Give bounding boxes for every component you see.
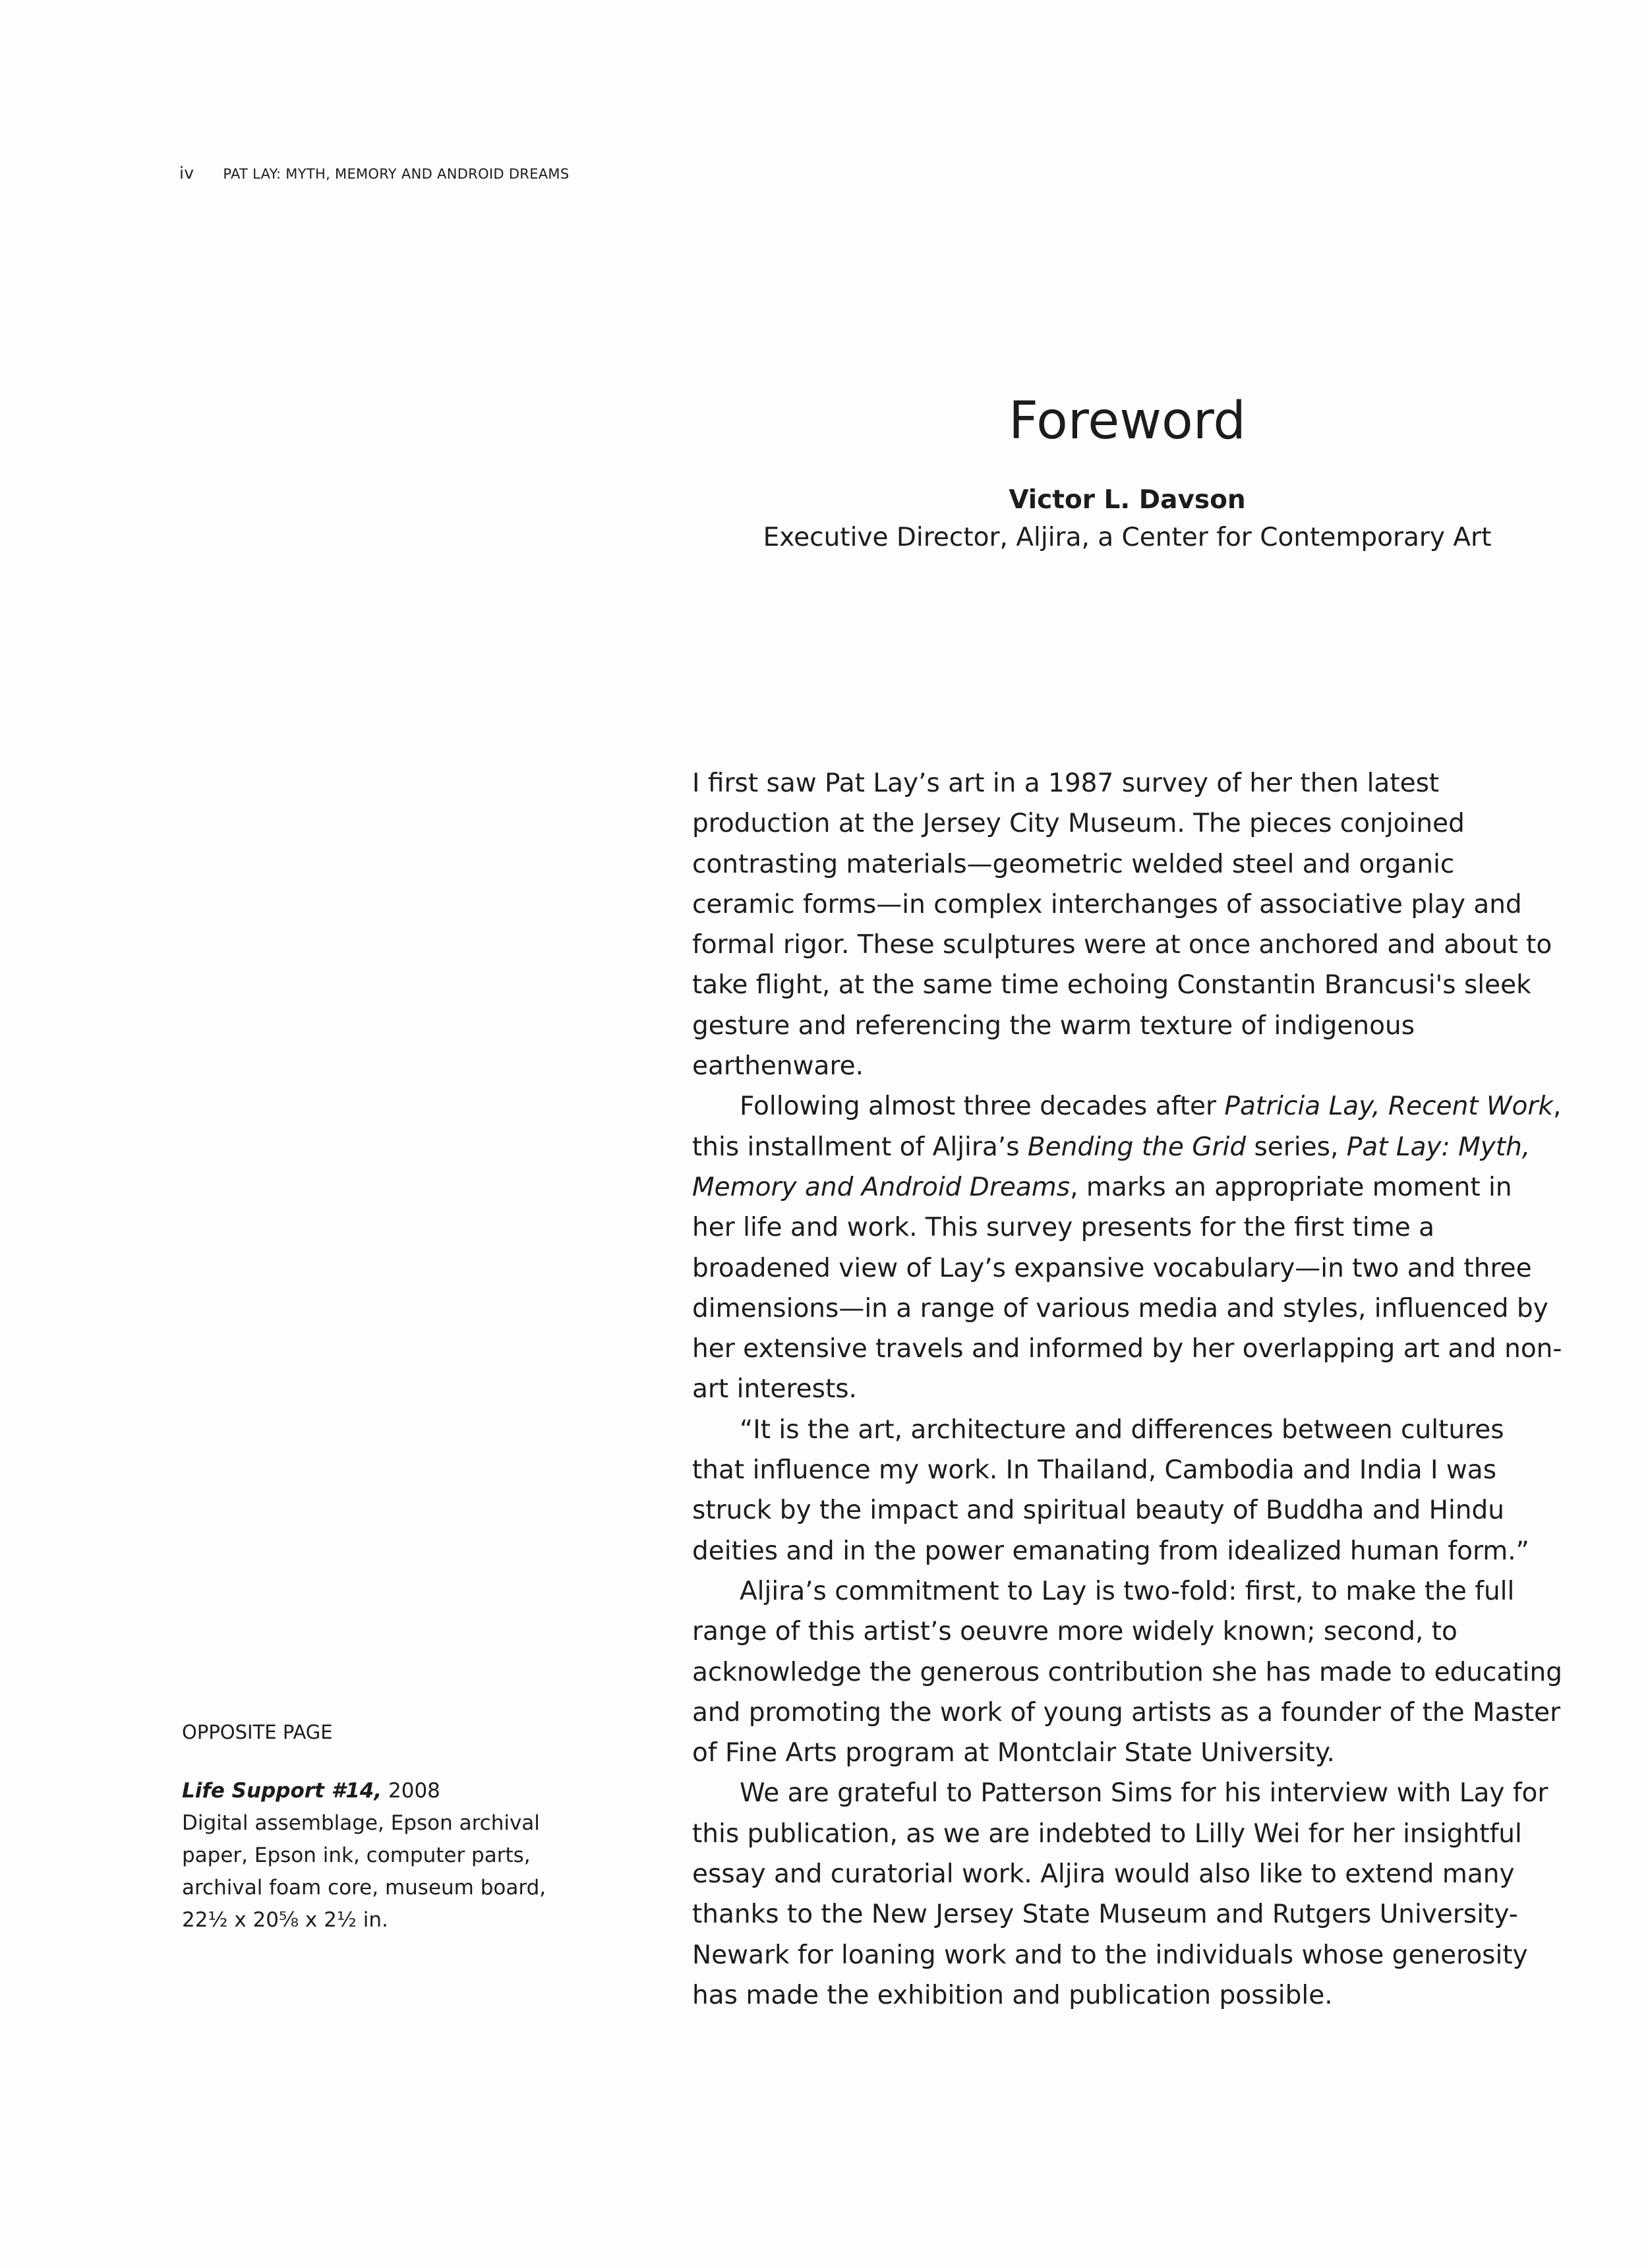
exhibition-title-recent-work: Patricia Lay, Recent Work xyxy=(1224,1091,1554,1122)
running-head xyxy=(179,163,569,183)
caption-dimensions: 22½ x 20⅝ x 2½ in. xyxy=(182,1908,388,1932)
artwork-year: 2008 xyxy=(382,1779,440,1803)
paragraph-2-text-4: , marks an appropriate moment in her life and work. This survey presents for the first time a broadened view of Lay’s expansive vocabulary—in two and three dimensions—in a range of various media and styles, influenced by her extensive travels and informed by her overlapping art and non-art interests. xyxy=(692,1172,1562,1405)
caption-medium-line-2: paper, Epson ink, computer parts, xyxy=(182,1844,531,1867)
paragraph-1: I first saw Pat Lay’s art in a 1987 survey of her then latest production at the Jersey City Museum. The pieces conjoined contrasting materials—geometric welded steel and organic ceramic forms—in complex interchanges of associative play and formal rigor. These sculptures were at once anchored and about to take flight, at the same time echoing Constantin Brancusi's sleek gesture and referencing the warm texture of indigenous earthenware. xyxy=(692,769,1552,1082)
page-title: Foreword xyxy=(1009,392,1246,451)
paragraph-2-text-1: Following almost three decades after xyxy=(740,1091,1225,1122)
paragraph-4: Aljira’s commitment to Lay is two-fold: first, to make the full range of this artist’s oeuvre more widely known; second, to acknowledge the generous contribution she has made to educating and promoting the work of young artists as a founder of the Master of Fine Arts program at Montclair State University. xyxy=(692,1576,1562,1768)
author-affiliation: Executive Director, Aljira, a Center for Contemporary Art xyxy=(763,522,1492,552)
caption-medium-line-1: Digital assemblage, Epson archival xyxy=(182,1811,540,1835)
figure-caption xyxy=(182,1716,591,1936)
page-number: iv xyxy=(179,163,194,183)
paragraph-2 xyxy=(692,1086,1562,1409)
title-block xyxy=(745,392,1510,554)
caption-title-line xyxy=(182,1775,591,1807)
paragraph-3: “It is the art, architecture and differences between cultures that influence my work. In Thailand, Cambodia and India I was struck by the impact and spiritual beauty of Buddha and Hindu deities and in the power emanating from idealized human form.” xyxy=(692,1414,1529,1566)
artwork-title: Life Support #14, xyxy=(182,1779,382,1803)
paragraph-2-text-3: series, xyxy=(1246,1132,1347,1162)
running-title: PAT LAY: MYTH, MEMORY AND ANDROID DREAMS xyxy=(223,166,570,182)
caption-label: OPPOSITE PAGE xyxy=(182,1721,333,1743)
caption-medium-line-3: archival foam core, museum board, xyxy=(182,1876,546,1900)
foreword-body xyxy=(692,763,1562,2016)
paragraph-2-text-2: , this installment of Aljira’s xyxy=(692,1091,1562,1162)
series-title-bending-the-grid: Bending the Grid xyxy=(1027,1132,1247,1162)
exhibition-title-myth-memory: Pat Lay: Myth, Memory and Android Dreams xyxy=(692,1132,1531,1202)
paragraph-5: We are grateful to Patterson Sims for his interview with Lay for this publication, as we are indebted to Lilly Wei for her insightful essay and curatorial work. Aljira would also like to extend many thanks to the New Jersey State Museum and Rutgers University-Newark for loaning work and to the individuals whose generosity has made the exhibition and publication possible. xyxy=(692,1778,1548,2010)
author-name: Victor L. Davson xyxy=(1009,485,1246,515)
